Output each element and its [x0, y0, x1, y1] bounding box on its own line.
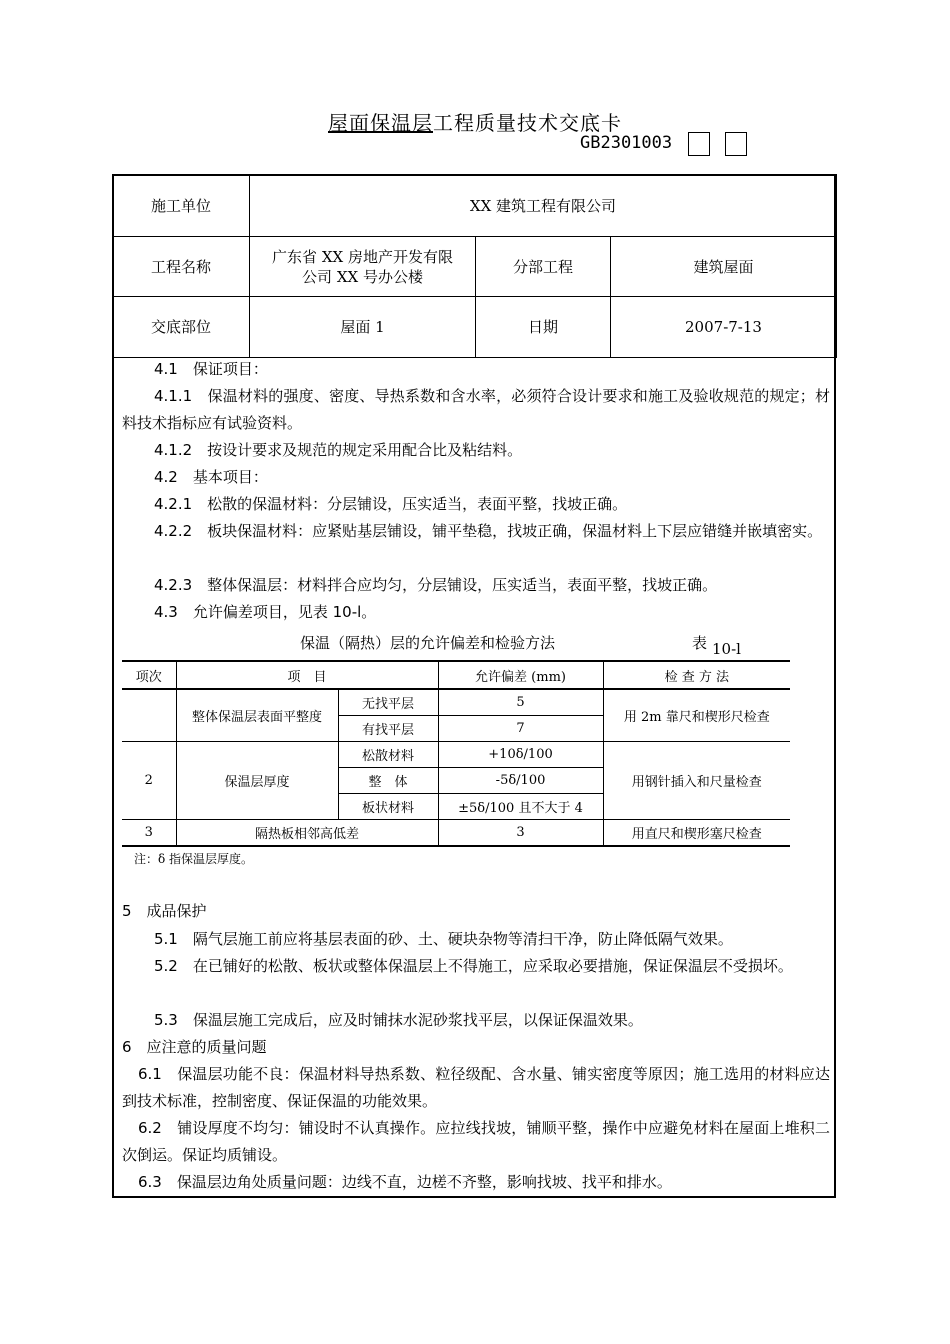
para-4-2-3: 4.2.3 整体保温层：材料拌合应均匀，分层铺设，压实适当，表面平整，找坡正确。	[154, 576, 718, 594]
row2-sub2: 整 体	[338, 768, 438, 794]
para-6-2: 6.2 铺设厚度不均匀：铺设时不认真操作。应拉线找坡，铺顺平整，操作中应避免材料在屋面上堆积二次倒运。保证均质铺设。	[122, 1119, 830, 1164]
para-5-2: 5.2 在已铺好的松散、板状或整体保温层上不得施工，应采取必要措施，保证保温层不受损坏。	[154, 957, 793, 975]
project-value-line2: 公司 XX 号办公楼	[302, 267, 423, 286]
sub-value: 建筑屋面	[611, 237, 837, 297]
row1-sub2: 有找平层	[338, 716, 438, 742]
para-4-2-1: 4.2.1 松散的保温材料：分层铺设，压实适当，表面平整，找坡正确。	[154, 495, 628, 513]
row2-tol2: -5δ/100	[438, 768, 603, 794]
title-rest: 工程质量技术交底卡	[433, 111, 622, 135]
row1-tol2: 7	[438, 716, 603, 742]
row2-no: 2	[122, 742, 176, 820]
date-value: 2007-7-13	[611, 297, 837, 358]
para-6-3: 6.3 保温层边角处质量问题：边线不直，边槎不齐整，影响找坡、找平和排水。	[138, 1173, 672, 1191]
sub-label: 分部工程	[476, 237, 611, 297]
row3-no: 3	[122, 820, 176, 847]
head-method: 检 查 方 法	[603, 661, 790, 689]
table-caption: 保温（隔热）层的允许偏差和检验方法	[300, 634, 556, 652]
para-4-1-2: 4.1.2 按设计要求及规范的规定采用配合比及粘结料。	[154, 441, 523, 459]
row1-method: 用 2m 靠尺和楔形尺检查	[603, 689, 790, 742]
row1-tol1: 5	[438, 689, 603, 716]
unit-value: XX 建筑工程有限公司	[250, 175, 837, 237]
row1-sub1: 无找平层	[338, 689, 438, 716]
row2-tol3: ±5δ/100 且不大于 4	[438, 794, 603, 820]
para-4-3: 4.3 允许偏差项目，见表 10-l。	[154, 603, 377, 621]
checkbox-1[interactable]	[688, 132, 710, 156]
tolerance-table	[122, 660, 790, 847]
title-underlined: 屋面保温层	[328, 111, 433, 135]
table-note: 注：δ 指保温层厚度。	[134, 852, 254, 866]
para-5-3: 5.3 保温层施工完成后，应及时铺抹水泥砂浆找平层，以保证保温效果。	[154, 1011, 643, 1029]
row1-item: 整体保温层表面平整度	[176, 689, 338, 742]
row1-no	[122, 689, 176, 742]
unit-label: 施工单位	[113, 175, 250, 237]
project-value	[250, 237, 476, 297]
section6-title: 6 应注意的质量问题	[122, 1038, 267, 1056]
row3-tol: 3	[438, 820, 603, 847]
row3-item: 隔热板相邻高低差	[176, 820, 438, 847]
header-table	[112, 174, 837, 358]
row2-sub3: 板状材料	[338, 794, 438, 820]
para-4-2: 4.2 基本项目：	[154, 468, 268, 486]
row2-method: 用钢针插入和尺量检查	[603, 742, 790, 820]
row2-sub1: 松散材料	[338, 742, 438, 768]
document-title	[0, 107, 950, 136]
head-no: 项次	[122, 661, 176, 689]
row3-method: 用直尺和楔形塞尺检查	[603, 820, 790, 847]
project-label: 工程名称	[113, 237, 250, 297]
project-value-line1: 广东省 XX 房地产开发有限	[272, 247, 453, 266]
date-label: 日期	[476, 297, 611, 358]
head-item: 项 目	[176, 661, 438, 689]
document-code: GB2301003	[580, 133, 673, 153]
para-4-1-1: 4.1.1 保温材料的强度、密度、导热系数和含水率，必须符合设计要求和施工及验收规范的规定；材料技术指标应有试验资料。	[122, 387, 830, 432]
table-label: 表	[692, 634, 708, 652]
para-6-1: 6.1 保温层功能不良：保温材料导热系数、粒径级配、含水量、铺实密度等原因；施工选用的材料应达到技术标准，控制密度、保证保温的功能效果。	[122, 1065, 830, 1110]
table-number: 10-l	[712, 640, 741, 658]
part-value: 屋面 1	[250, 297, 476, 358]
row2-tol1: +10δ/100	[438, 742, 603, 768]
row2-item: 保温层厚度	[176, 742, 338, 820]
section5-title: 5 成品保护	[122, 902, 207, 920]
head-tolerance: 允许偏差 (mm)	[438, 661, 603, 689]
checkbox-2[interactable]	[725, 132, 747, 156]
para-5-1: 5.1 隔气层施工前应将基层表面的砂、土、硬块杂物等清扫干净，防止降低隔气效果。	[154, 930, 733, 948]
para-4-2-2: 4.2.2 板块保温材料：应紧贴基层铺设，铺平垫稳，找坡正确，保温材料上下层应错缝并嵌填密实。	[154, 522, 823, 540]
para-4-1: 4.1 保证项目：	[154, 360, 268, 378]
part-label: 交底部位	[113, 297, 250, 358]
